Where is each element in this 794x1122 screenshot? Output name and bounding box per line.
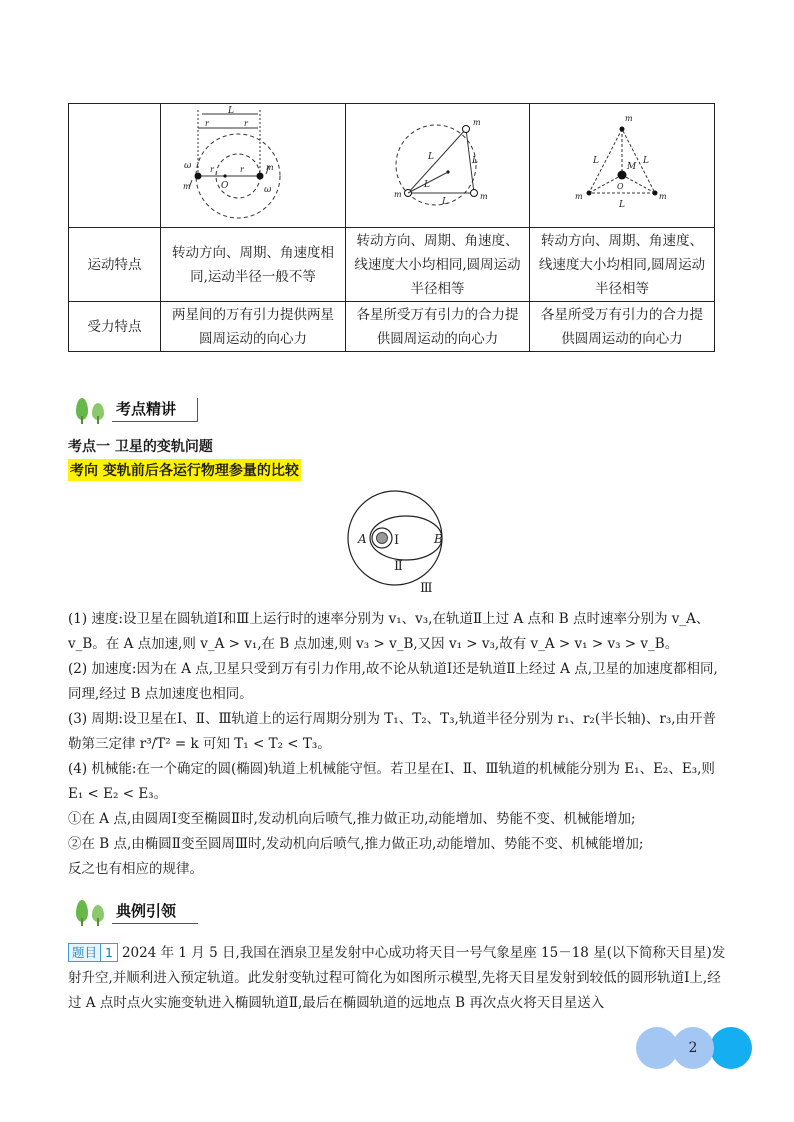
para-inverse: 反之也有相应的规律。 (68, 861, 203, 877)
label-m-left: m (393, 189, 402, 199)
label-L-c: L (619, 199, 625, 210)
label-M: M (627, 161, 637, 172)
label-m-right: m (659, 191, 667, 201)
motion-cell-3: 转动方向、周期、角速度、线速度大小均相同,圆周运动半径相等 (530, 228, 715, 302)
label-omega1: ω (184, 161, 192, 171)
label-m-top: m (625, 113, 633, 123)
row-head-force: 受力特点 (69, 302, 161, 352)
label-omega2: ω (264, 185, 272, 195)
binary-star-figure-cell (161, 104, 346, 228)
force-row (69, 302, 715, 352)
label-L-d: L (423, 179, 430, 190)
motion-cell-1: 转动方向、周期、角速度相同,运动半径一般不等 (161, 228, 346, 302)
mass-m2 (257, 173, 264, 180)
page-number: 2 (688, 1040, 698, 1056)
orbit-transfer-diagram (320, 486, 470, 596)
label-m1: m (183, 182, 191, 191)
point-heading: 考点一 卫星的变轨问题 (68, 439, 213, 455)
label-r1b: r (210, 165, 214, 174)
label-L-b: L (471, 155, 478, 166)
label-m-top: m (472, 117, 481, 127)
three-star-line-figure-cell (346, 104, 530, 228)
mass-m1 (195, 173, 202, 180)
label-L-a: L (593, 155, 599, 166)
three-star-triangle-diagram (378, 107, 498, 217)
label-O: O (221, 181, 229, 191)
motion-row (69, 228, 715, 302)
label-B: B (434, 532, 443, 546)
label-m-right: m (479, 191, 488, 201)
force-cell-3: 各星所受万有引力的合力提供圆周运动的向心力 (530, 302, 715, 352)
section-title: 典例引领 (116, 902, 177, 920)
binary-star-diagram (178, 104, 328, 219)
label-r1: r (205, 119, 209, 128)
label-L-a: L (427, 151, 434, 162)
question-text: 2024 年 1 月 5 日,我国在酒泉卫星发射中心成功将天目一号气象星座 15－18 星(以下简称天目星)发射升空,并顺利进入预定轨道。此发射变轨过程可简化为如图所示模型,先将天目星发射到较低的圆形轨道Ⅰ上,经过 A 点时点火实施变轨进入椭圆轨道Ⅱ,最后在椭圆轨道的远地点 B 再次点火将天目星送入 (68, 945, 726, 1011)
central-mass-triangle-diagram (567, 107, 677, 217)
empty-cell (69, 104, 161, 228)
figure-row (69, 104, 715, 228)
label-r2: r (244, 119, 248, 128)
para-point-B: ②在 B 点,由椭圆Ⅱ变至圆周Ⅲ时,发动机向后喷气,推力做正功,动能增加、势能不变、机械能增加; (68, 836, 644, 852)
para-point-A: ①在 A 点,由圆周Ⅰ变至椭圆Ⅱ时,发动机向后喷气,推力做正功,动能增加、势能不变、机械能增加; (68, 811, 636, 827)
star-system-table (68, 103, 715, 352)
motion-cell-2: 转动方向、周期、角速度、线速度大小均相同,圆周运动半径相等 (346, 228, 530, 302)
label-III: Ⅲ (420, 581, 433, 596)
label-A: A (358, 532, 367, 546)
label-L-c: L (441, 196, 448, 207)
section-title: 考点精讲 (116, 400, 177, 418)
force-cell-2: 各星所受万有引力的合力提供圆周运动的向心力 (346, 302, 530, 352)
label-m2: m (266, 163, 274, 172)
para-energy: (4) 机械能:在一个确定的圆(椭圆)轨道上机械能守恒。若卫星在Ⅰ、Ⅱ、Ⅲ轨道的机械能分别为 E₁、E₂、E₃,则 E₁ < E₂ < E₃。 (68, 761, 715, 802)
label-L-b: L (643, 155, 649, 166)
explanation-text (68, 607, 728, 882)
page-number-badge (636, 1027, 752, 1069)
label-L: L (228, 106, 234, 116)
section-banner-examples (68, 896, 198, 926)
section-banner-key-points (68, 394, 198, 424)
direction-heading: 考向 变轨前后各运行物理参量的比较 (68, 459, 301, 481)
question-number: 1 (101, 943, 118, 962)
para-period: (3) 周期:设卫星在Ⅰ、Ⅱ、Ⅲ轨道上的运行周期分别为 T₁、T₂、T₃,轨道半径分别为 r₁、r₂(半长轴)、r₃,由开普勒第三定律 r³/T² = k 可知 T₁ < T₂ < T₃。 (68, 711, 717, 752)
label-r2b: r (240, 165, 244, 174)
label-I: Ⅰ (394, 533, 400, 548)
para-acceleration: (2) 加速度:因为在 A 点,卫星只受到万有引力作用,故不论从轨道Ⅰ还是轨道Ⅱ上经过 A 点,卫星的加速度都相同,同理,经过 B 点加速度也相同。 (68, 661, 718, 702)
example-question (68, 941, 728, 1016)
label-O: O (617, 181, 624, 191)
force-cell-1: 两星间的万有引力提供两星圆周运动的向心力 (161, 302, 346, 352)
question-tag: 题目 (68, 943, 101, 962)
row-head-motion: 运动特点 (69, 228, 161, 302)
four-star-figure-cell (530, 104, 715, 228)
label-m-left: m (575, 191, 583, 201)
earth (377, 533, 388, 544)
label-II: Ⅱ (394, 559, 403, 574)
para-velocity: (1) 速度:设卫星在圆轨道Ⅰ和Ⅲ上运行时的速率分别为 v₁、v₃,在轨道Ⅱ上过 A 点和 B 点时速率分别为 v_A、v_B。在 A 点加速,则 v_A > v₁,在 B 点加速,则 v₃ > v_B,又因 v₁ > v₃,故有 v_A > v₁ > v₃ > v_B。 (68, 611, 710, 652)
